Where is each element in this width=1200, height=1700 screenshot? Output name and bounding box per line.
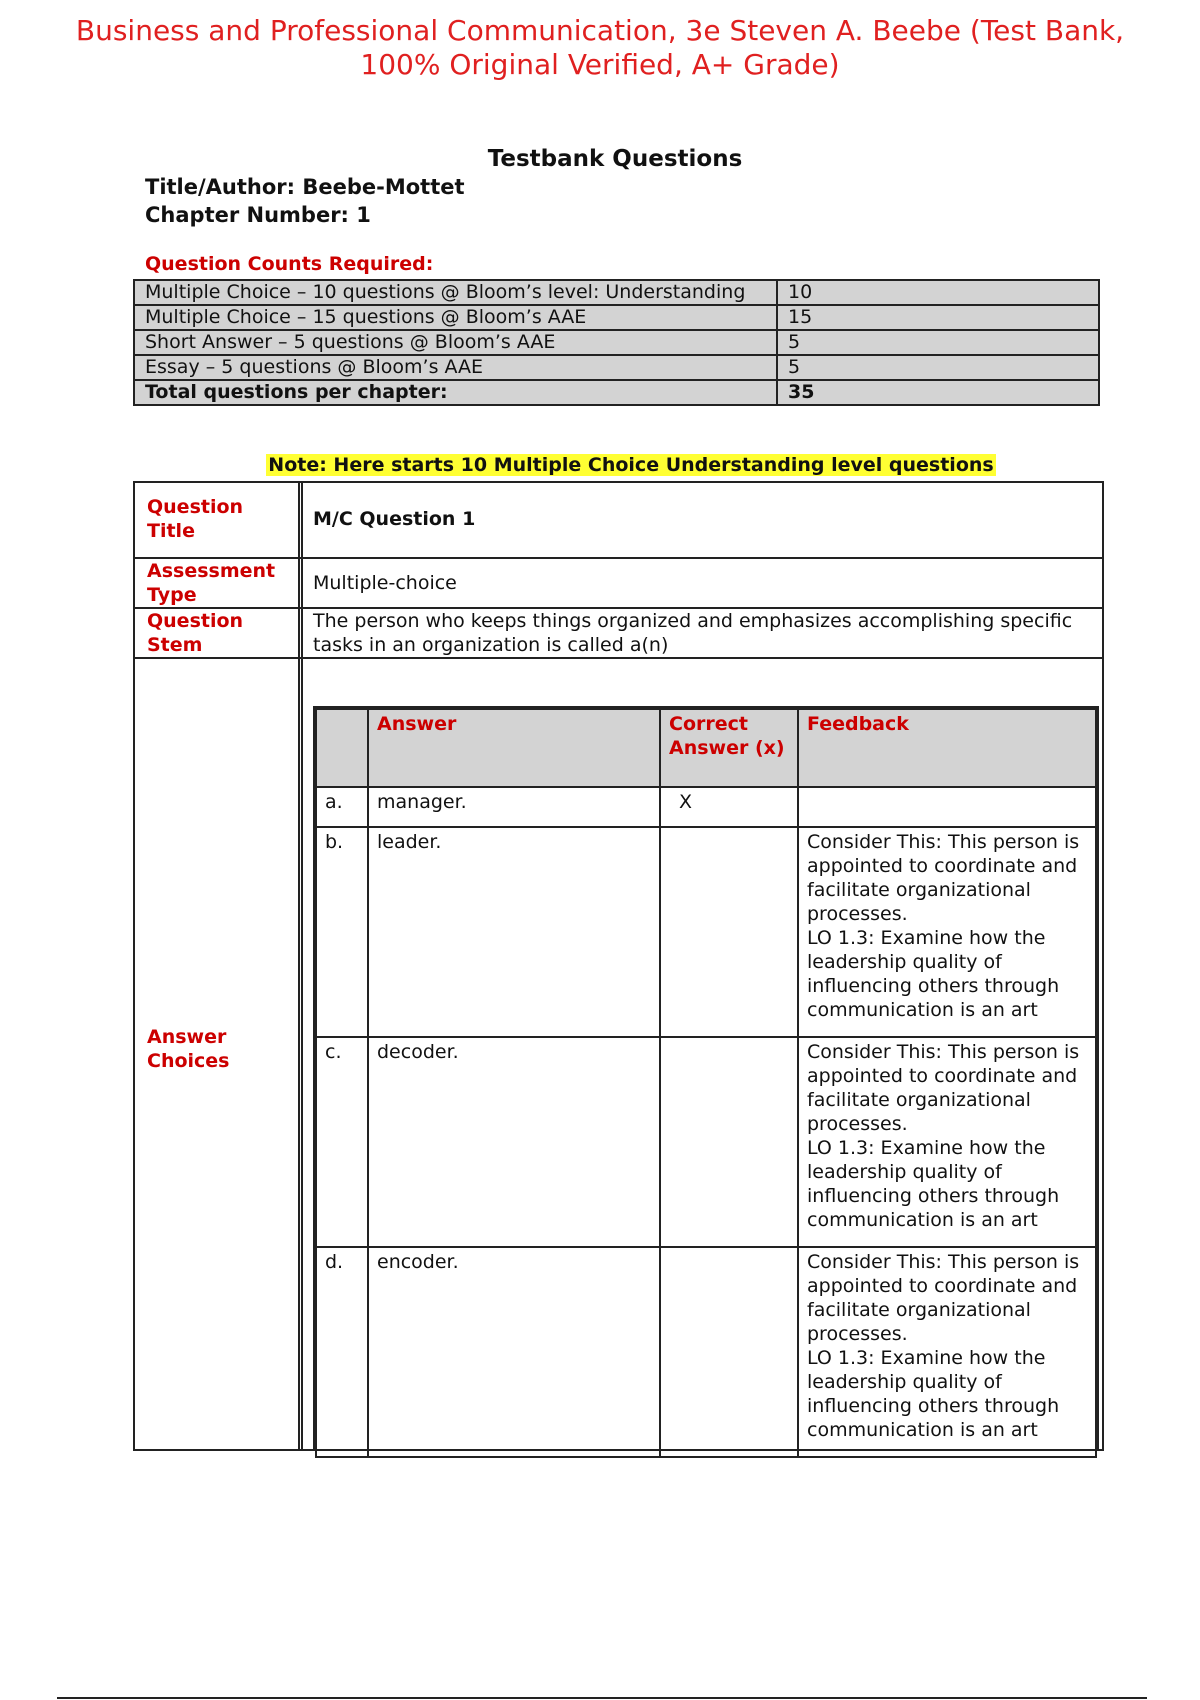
title-author-label: Title/Author: — [145, 175, 296, 199]
counts-total-value: 35 — [777, 380, 1099, 405]
note-highlight: Note: Here starts 10 Multiple Choice Understanding level questions — [268, 454, 994, 476]
choice-letter: a. — [316, 787, 368, 827]
counts-value: 10 — [777, 280, 1099, 305]
answer-choices-label: Answer Choices — [147, 1026, 230, 1072]
choice-correct-mark — [660, 1247, 798, 1457]
choice-letter: b. — [316, 827, 368, 1037]
row-divider — [135, 657, 1102, 659]
question-title-label: Question Title — [147, 496, 244, 542]
answer-row — [316, 1247, 1096, 1457]
answers-header-row — [316, 709, 1096, 787]
choice-correct-mark — [660, 827, 798, 1037]
choice-answer: decoder. — [368, 1037, 660, 1247]
answer-row — [316, 827, 1096, 1037]
counts-row — [134, 355, 1099, 380]
counts-value: 5 — [777, 330, 1099, 355]
counts-value: 15 — [777, 305, 1099, 330]
counts-desc: Multiple Choice – 15 questions @ Bloom’s AAE — [134, 305, 777, 330]
header-line-1: Business and Professional Communication, 3e Steven A. Beebe (Test Bank, — [75, 14, 1125, 47]
footer-rule — [57, 1697, 1147, 1699]
header-line-2: 100% Original Verified, A+ Grade) — [360, 48, 840, 81]
assessment-type-label: Assessment Type — [147, 560, 276, 606]
correct-answer-header: Correct Answer (x) — [660, 709, 798, 787]
choice-feedback — [798, 787, 1096, 827]
question-counts-table — [133, 279, 1100, 406]
counts-total-row — [134, 380, 1099, 405]
counts-value: 5 — [777, 355, 1099, 380]
choice-letter: c. — [316, 1037, 368, 1247]
note-banner — [0, 454, 1200, 476]
counts-row — [134, 305, 1099, 330]
question-stem-value: The person who keeps things organized and emphasizes accomplishing specific tasks in an organization is called a(n) — [313, 610, 1073, 656]
assessment-type-value: Multiple-choice — [313, 572, 457, 594]
counts-row — [134, 280, 1099, 305]
answer-header: Answer — [368, 709, 660, 787]
counts-desc: Short Answer – 5 questions @ Bloom’s AAE — [134, 330, 777, 355]
counts-total-label: Total questions per chapter: — [134, 380, 777, 405]
chapter-number-value: 1 — [356, 203, 371, 227]
page-title: Testbank Questions — [487, 146, 743, 172]
counts-row — [134, 330, 1099, 355]
title-author — [145, 175, 465, 199]
counts-desc: Multiple Choice – 10 questions @ Bloom’s level: Understanding — [134, 280, 777, 305]
choice-feedback: Consider This: This person is appointed to coordinate and facilitate organizational processes. LO 1.3: Examine how the leadership quality of influencing others through communication is an art — [798, 1247, 1096, 1457]
choice-letter: d. — [316, 1247, 368, 1457]
chapter-number-label: Chapter Number: — [145, 203, 349, 227]
feedback-header: Feedback — [798, 709, 1096, 787]
question-title-value: M/C Question 1 — [313, 508, 476, 530]
choice-correct-mark: X — [660, 787, 798, 827]
choice-feedback: Consider This: This person is appointed to coordinate and facilitate organizational processes. LO 1.3: Examine how the leadership quality of influencing others through communication is an art — [798, 1037, 1096, 1247]
counts-desc: Essay – 5 questions @ Bloom’s AAE — [134, 355, 777, 380]
question-table — [133, 481, 1104, 1451]
question-counts-label: Question Counts Required: — [145, 253, 434, 275]
question-stem-label: Question Stem — [147, 610, 244, 656]
column-divider — [298, 483, 303, 1449]
document-header — [60, 14, 1140, 82]
chapter-number — [145, 203, 371, 227]
choice-correct-mark — [660, 1037, 798, 1247]
choice-answer: leader. — [368, 827, 660, 1037]
answer-choices-table — [313, 706, 1099, 1449]
choice-feedback: Consider This: This person is appointed to coordinate and facilitate organizational processes. LO 1.3: Examine how the leadership quality of influencing others through communication is an art — [798, 827, 1096, 1037]
choice-answer: encoder. — [368, 1247, 660, 1457]
letter-header — [316, 709, 368, 787]
title-author-value: Beebe-Mottet — [302, 175, 465, 199]
answer-row — [316, 1037, 1096, 1247]
choice-answer: manager. — [368, 787, 660, 827]
answer-row — [316, 787, 1096, 827]
